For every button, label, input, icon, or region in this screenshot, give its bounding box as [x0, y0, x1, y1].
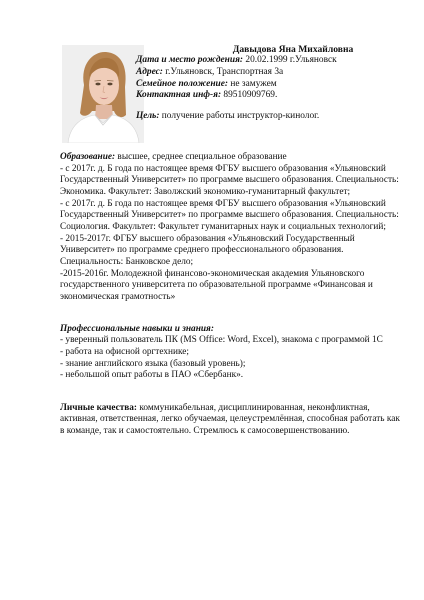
family-value: не замужем — [228, 78, 277, 89]
resume-body — [60, 152, 404, 438]
profile-photo — [62, 45, 144, 143]
education-label: Образование: — [60, 152, 116, 162]
education-item: - 2015-2017г. ФГБУ высшего образования «Ульяновский Государственный Университет» по программе среднего профессионального образования. Специальность: Банковское дело; — [60, 233, 355, 267]
skill-item: - знание английского языка (базовый уровень); — [60, 358, 246, 369]
personal-value: коммуникабельная, дисциплинированная, неконфликтная, активная, ответственная, легко обучаемая, целеустремлённая, способная работать как в команде, так и самостоятельно. Стремлюсь к самосовершенствованию. — [60, 402, 400, 437]
contact-block — [136, 55, 416, 102]
skill-item: - работа на офисной оргтехнике; — [60, 346, 189, 357]
address-label: Адрес: — [136, 66, 163, 77]
education-item: - с 2017г. д. Б года по настоящее время ФГБУ высшего образования «Ульяновский Государственный Университет» по программе высшего образования. Специальность: Социология. Факультет: Факультет гуманитарных наук и социальных технологий; — [60, 198, 399, 232]
education-item: - с 2017г. д. Б года по настоящее время ФГБУ высшего образования «Ульяновский Государственный Университет» по программе высшего образования. Специальность: Экономика. Факультет: Заволжский экономико-гуманитарный факультет; — [60, 163, 399, 197]
contact-label: Контактная инф-я: — [136, 90, 222, 101]
education-item: -2015-2016г. Молодежной финансово-экономическая академия Ульяновского государственного университета по образовательной программе «Финансовая и экономическая грамотность» — [60, 268, 373, 302]
address-row — [136, 67, 416, 79]
skills-title: Профессиональные навыки и знания: — [60, 323, 214, 334]
family-row — [136, 79, 416, 91]
skill-item: - небольшой опыт работы в ПАО «Сбербанк». — [60, 370, 244, 381]
education-summary-text: высшее, среднее специальное образование — [115, 152, 287, 162]
full-name: Давыдова Яна Михайловна — [232, 44, 354, 55]
contact-row — [136, 90, 416, 102]
education-summary — [60, 152, 404, 164]
goal-value: получение работы инструктор-кинолог. — [159, 111, 320, 121]
birth-row — [136, 55, 416, 67]
goal-label: Цель: — [136, 111, 160, 121]
goal-row — [136, 110, 416, 122]
personal-qualities — [60, 403, 404, 438]
portrait-image — [62, 45, 144, 143]
address-value: г.Ульяновск, Транспортная 3а — [162, 66, 284, 77]
family-label: Семейное положение: — [136, 78, 229, 89]
personal-label: Личные качества: — [60, 402, 138, 413]
birth-label: Дата и место рождения: — [136, 55, 244, 65]
contact-value: 89510909769. — [221, 90, 278, 101]
skill-item: - уверенный пользователь ПК (MS Office: Word, Excel), знакома с программой 1С — [60, 335, 383, 346]
birth-value: 20.02.1999 г.Ульяновск — [243, 55, 337, 65]
